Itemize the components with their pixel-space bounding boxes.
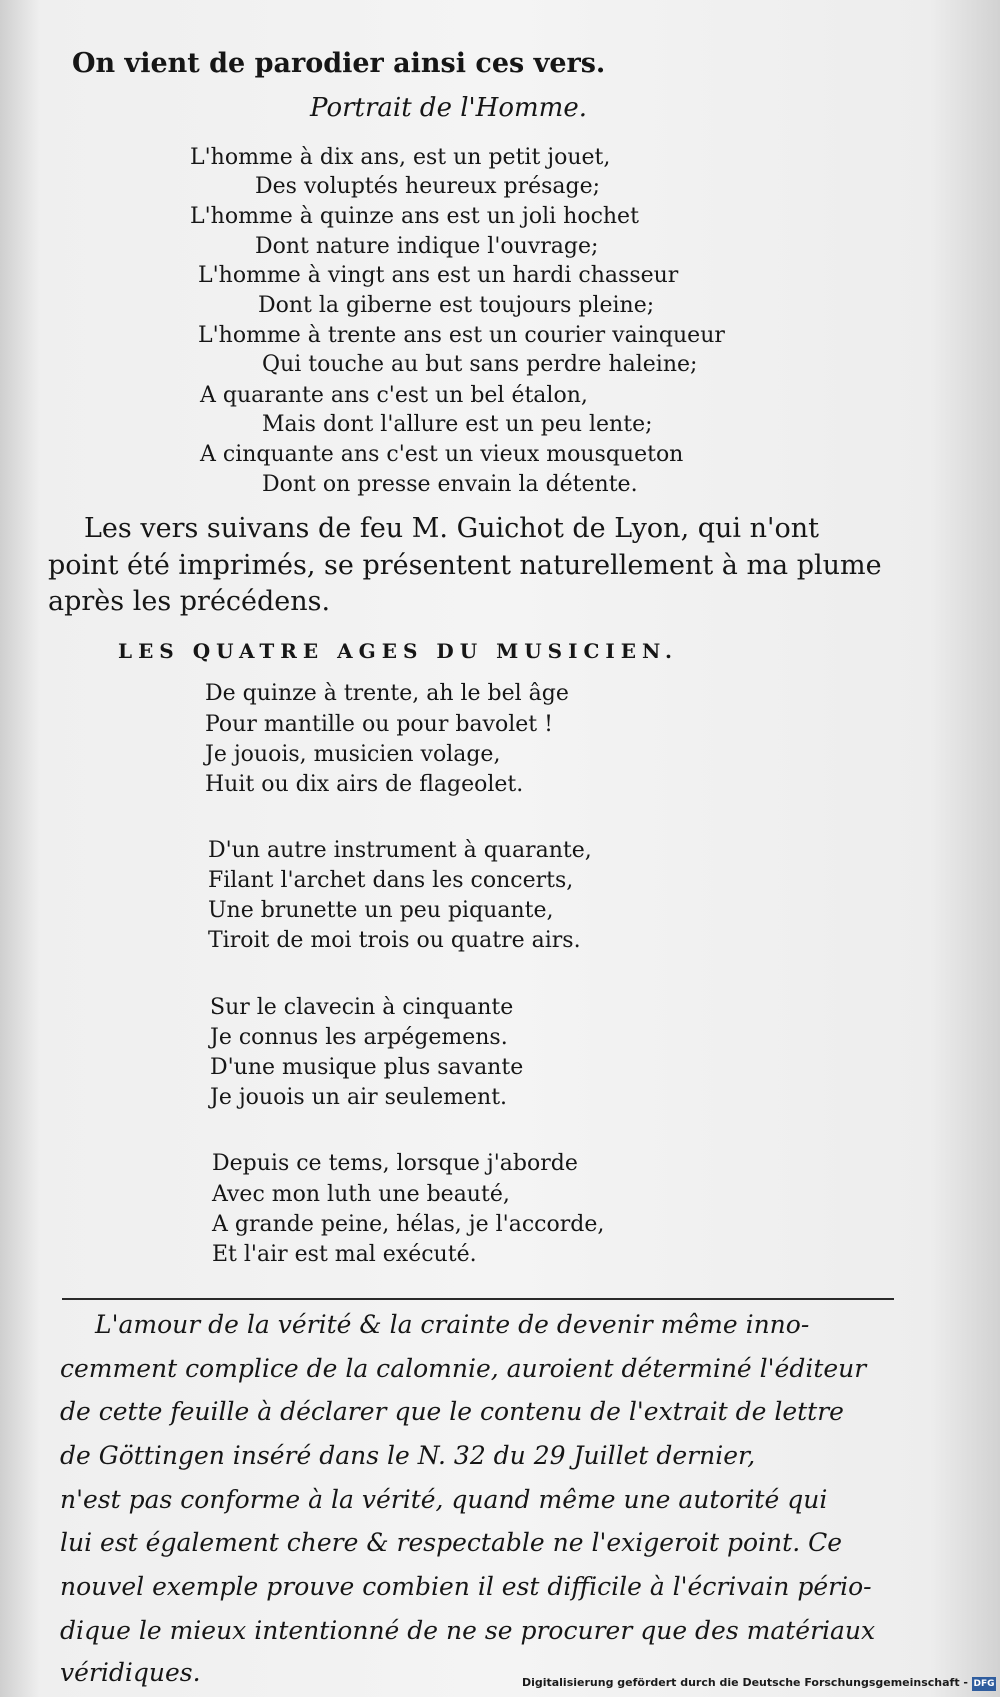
poem1-line: Qui touche au but sans perdre haleine; bbox=[262, 352, 698, 377]
note-line: L'amour de la vérité & la crainte de devenir même inno- bbox=[95, 1310, 810, 1339]
poem1-line: Dont la giberne est toujours pleine; bbox=[258, 293, 655, 318]
note-line: cemment complice de la calomnie, auroient déterminé l'éditeur bbox=[60, 1354, 867, 1383]
poem2-line: Je jouois, musicien volage, bbox=[205, 742, 501, 767]
poem2-line: Pour mantille ou pour bavolet ! bbox=[205, 712, 553, 737]
poem1-line: A quarante ans c'est un bel étalon, bbox=[200, 383, 588, 408]
poem1-line: L'homme à quinze ans est un joli hochet bbox=[190, 204, 639, 229]
poem2-line: Et l'air est mal exécuté. bbox=[212, 1242, 477, 1267]
note-line: n'est pas conforme à la vérité, quand même une autorité qui bbox=[60, 1485, 828, 1514]
poem1-line: Dont on presse envain la détente. bbox=[262, 472, 638, 497]
prose-line: après les précédens. bbox=[48, 586, 331, 617]
poem1-line: L'homme à trente ans est un courier vainqueur bbox=[198, 323, 725, 348]
poem2-line: Une brunette un peu piquante, bbox=[208, 898, 554, 923]
note-line: lui est également chere & respectable ne l'exigeroit point. Ce bbox=[60, 1528, 843, 1557]
digitization-credit: Digitalisierung gefördert durch die Deutsche Forschungsgemeinschaft - bbox=[521, 1676, 968, 1689]
note-line: dique le mieux intentionné de ne se procurer que des matériaux bbox=[60, 1616, 876, 1645]
poem2-line: De quinze à trente, ah le bel âge bbox=[205, 681, 569, 706]
poem1-title: Portrait de l'Homme. bbox=[310, 93, 587, 123]
poem2-line: Je connus les arpégemens. bbox=[210, 1025, 508, 1050]
note-line: nouvel exemple prouve combien il est difficile à l'écrivain pério- bbox=[60, 1572, 872, 1601]
note-line: véridiques. bbox=[60, 1658, 201, 1687]
dfg-logo: DFG bbox=[973, 1679, 995, 1689]
poem1-line: A cinquante ans c'est un vieux mousqueton bbox=[200, 442, 684, 467]
prose-line: Les vers suivans de feu M. Guichot de Lyon, qui n'ont bbox=[84, 513, 819, 544]
poem2-line: Avec mon luth une beauté, bbox=[212, 1182, 510, 1207]
poem1-line: Des voluptés heureux présage; bbox=[255, 174, 601, 199]
poem2-line: D'une musique plus savante bbox=[210, 1055, 524, 1080]
poem2-line: Je jouois un air seulement. bbox=[210, 1085, 508, 1110]
poem2-line: Depuis ce tems, lorsque j'aborde bbox=[212, 1151, 578, 1176]
poem1-line: L'homme à vingt ans est un hardi chasseur bbox=[198, 263, 679, 288]
poem2-line: Sur le clavecin à cinquante bbox=[210, 995, 514, 1020]
section-divider bbox=[62, 1298, 894, 1300]
poem1-line: Mais dont l'allure est un peu lente; bbox=[262, 412, 653, 437]
poem2-title: LES QUATRE AGES DU MUSICIEN. bbox=[118, 639, 678, 663]
poem1-line: L'homme à dix ans, est un petit jouet, bbox=[190, 145, 611, 170]
intro-line: On vient de parodier ainsi ces vers. bbox=[72, 48, 606, 79]
note-line: de Göttingen inséré dans le N. 32 du 29 Juillet dernier, bbox=[60, 1441, 756, 1470]
prose-line: point été imprimés, se présentent naturellement à ma plume bbox=[48, 550, 882, 581]
poem2-line: Filant l'archet dans les concerts, bbox=[208, 868, 574, 893]
poem2-line: Tiroit de moi trois ou quatre airs. bbox=[208, 928, 581, 953]
poem2-line: Huit ou dix airs de flageolet. bbox=[205, 772, 524, 797]
poem2-line: A grande peine, hélas, je l'accorde, bbox=[212, 1212, 605, 1237]
note-line: de cette feuille à déclarer que le contenu de l'extrait de lettre bbox=[60, 1397, 844, 1426]
poem2-line: D'un autre instrument à quarante, bbox=[208, 838, 592, 863]
poem1-line: Dont nature indique l'ouvrage; bbox=[255, 234, 599, 259]
